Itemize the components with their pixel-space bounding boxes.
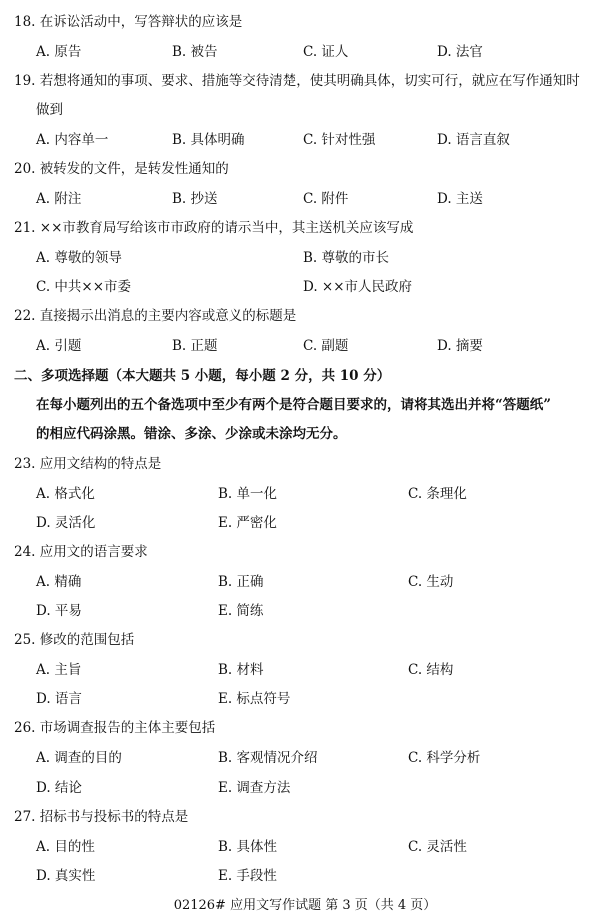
section-2-instruction-line2: 的相应代码涂黑。错涂、多涂、少涂或未涂均无分。 bbox=[36, 426, 347, 442]
q25-option-d: D. 语言 bbox=[36, 691, 82, 707]
q23-option-e: E. 严密化 bbox=[218, 515, 277, 531]
q23-option-c: C. 条理化 bbox=[408, 486, 467, 502]
question-27-stem: 27. 招标书与投标书的特点是 bbox=[14, 809, 189, 825]
q18-option-a: A. 原告 bbox=[36, 44, 82, 60]
question-19-stem: 19. 若想将通知的事项、要求、措施等交待清楚，使其明确具体，切实可行，就应在写作通知时 bbox=[14, 73, 580, 89]
q24-option-d: D. 平易 bbox=[36, 603, 82, 619]
q19-option-c: C. 针对性强 bbox=[303, 132, 376, 148]
q24-option-a: A. 精确 bbox=[36, 574, 82, 590]
q25-option-c: C. 结构 bbox=[408, 662, 454, 678]
question-26-stem: 26. 市场调查报告的主体主要包括 bbox=[14, 720, 216, 736]
q27-option-a: A. 目的性 bbox=[36, 839, 95, 855]
q21-option-a: A. 尊敬的领导 bbox=[36, 250, 122, 266]
q18-option-c: C. 证人 bbox=[303, 44, 349, 60]
q26-option-b: B. 客观情况介绍 bbox=[218, 750, 318, 766]
q25-option-a: A. 主旨 bbox=[36, 662, 82, 678]
q25-option-e: E. 标点符号 bbox=[218, 691, 291, 707]
q22-option-a: A. 引题 bbox=[36, 338, 82, 354]
q24-option-b: B. 正确 bbox=[218, 574, 264, 590]
q20-option-b: B. 抄送 bbox=[172, 191, 218, 207]
q23-option-a: A. 格式化 bbox=[36, 486, 95, 502]
q19-option-d: D. 语言直叙 bbox=[437, 132, 510, 148]
section-2-instruction-line1: 在每小题列出的五个备选项中至少有两个是符合题目要求的，请将其选出并将“答题纸” bbox=[36, 397, 552, 413]
q26-option-a: A. 调查的目的 bbox=[36, 750, 122, 766]
q21-option-d: D. ××市人民政府 bbox=[303, 279, 413, 295]
q22-option-d: D. 摘要 bbox=[437, 338, 483, 354]
q19-option-b: B. 具体明确 bbox=[172, 132, 245, 148]
question-19-stem-cont: 做到 bbox=[36, 102, 63, 118]
question-22-stem: 22. 直接揭示出消息的主要内容或意义的标题是 bbox=[14, 308, 297, 324]
q21-option-c: C. 中共××市委 bbox=[36, 279, 132, 295]
q19-option-a: A. 内容单一 bbox=[36, 132, 109, 148]
q20-option-a: A. 附注 bbox=[36, 191, 82, 207]
page-footer: 02126# 应用文写作试题 第 3 页（共 4 页） bbox=[173, 898, 437, 913]
question-20-stem: 20. 被转发的文件，是转发性通知的 bbox=[14, 161, 229, 177]
q21-option-b: B. 尊敬的市长 bbox=[303, 250, 390, 266]
section-2-title: 二、多项选择题（本大题共 5 小题，每小题 2 分，共 10 分） bbox=[14, 368, 391, 384]
q22-option-b: B. 正题 bbox=[172, 338, 218, 354]
q27-option-c: C. 灵活性 bbox=[408, 839, 467, 855]
q26-option-d: D. 结论 bbox=[36, 780, 82, 796]
question-21-stem: 21. ××市教育局写给该市市政府的请示当中，其主送机关应该写成 bbox=[14, 220, 414, 236]
q23-option-d: D. 灵活化 bbox=[36, 515, 96, 531]
q27-option-b: B. 具体性 bbox=[218, 839, 278, 855]
q22-option-c: C. 副题 bbox=[303, 338, 349, 354]
q18-option-d: D. 法官 bbox=[437, 44, 483, 60]
q20-option-c: C. 附件 bbox=[303, 191, 349, 207]
question-25-stem: 25. 修改的范围包括 bbox=[14, 632, 135, 648]
q27-option-d: D. 真实性 bbox=[36, 868, 96, 884]
question-23-stem: 23. 应用文结构的特点是 bbox=[14, 456, 162, 472]
q20-option-d: D. 主送 bbox=[437, 191, 483, 207]
question-24-stem: 24. 应用文的语言要求 bbox=[14, 544, 148, 560]
q26-option-e: E. 调查方法 bbox=[218, 780, 291, 796]
q27-option-e: E. 手段性 bbox=[218, 868, 277, 884]
q24-option-c: C. 生动 bbox=[408, 574, 454, 590]
q25-option-b: B. 材料 bbox=[218, 662, 264, 678]
q24-option-e: E. 简练 bbox=[218, 603, 264, 619]
q26-option-c: C. 科学分析 bbox=[408, 750, 481, 766]
q18-option-b: B. 被告 bbox=[172, 44, 218, 60]
question-18-stem: 18. 在诉讼活动中，写答辩状的应该是 bbox=[14, 14, 243, 30]
q23-option-b: B. 单一化 bbox=[218, 486, 278, 502]
